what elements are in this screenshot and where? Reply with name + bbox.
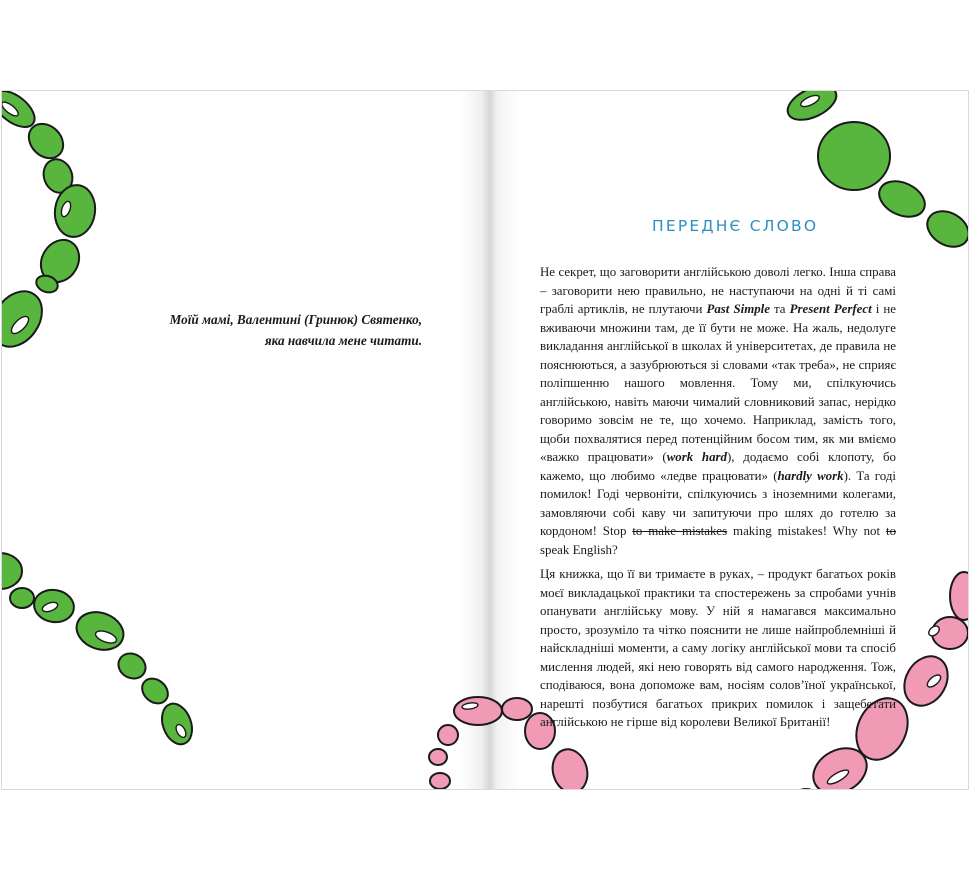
paragraph-text: speak English? xyxy=(540,542,618,557)
paragraph-text: і не вживаючи множини там, де її бути не може. На жаль, недолуге викладання англійської в школах й університетах, де правила не пояснюються, а зазубрюються зі словами «так треба», не сприяє поліпшенню нашого мовлення. Тому ми, спілкуючись англійською, навіть маючи чималий словниковий запас, нерідко говоримо зовсім не те, що хочемо. Наприклад, замість того, щоби похвалятися перед потенційним босом тим, як ми вміємо «важко працювати» ( xyxy=(540,302,896,464)
strikethrough-text: to make mistakes xyxy=(632,524,728,538)
foreword-paragraph-2: Ця книжка, що її ви тримаєте в руках, – продукт багатьох років моєї викладацької практики та спостережень за спробами учнів опанувати англійську мову. У ній я намагався максимально просто, зрозуміло та чітко пояснити не лише найпроблемніші й найскладніші моменти, а саму логіку англійської мови та спосіб мислення людей, які нею говорять від самого народження. Тож, сподіваюся, вона допоможе вам, носіям солов’їної української, нарешті позбутися багатьох прикрих помилок і защебетати англійською не гірше від королеви Великої Британії! xyxy=(540,567,896,729)
paragraph-text: ), додаємо собі клопоту, бо кажемо, що любимо «ледве працювати» ( xyxy=(540,450,896,483)
paragraph-text: та xyxy=(769,302,790,316)
green-necklace-top-left xyxy=(2,91,98,356)
paragraph-text: ). Та годі помилок! Годі червоніти, спілкуючись з іноземними колегами, замовляючи собі каву чи запитуючи про шлях до готелю за кордоном! Stop xyxy=(540,468,896,538)
term-present-perfect: Present Perfect xyxy=(789,302,872,316)
term-work-hard: work hard xyxy=(666,450,728,464)
term-hardly-work: hardly work xyxy=(777,468,844,483)
foreword-body xyxy=(540,263,896,738)
dedication-line-2: яка навчила мене читати. xyxy=(264,333,422,348)
green-necklace-bottom-left xyxy=(2,553,197,749)
strikethrough-text: to xyxy=(885,524,897,538)
foreword-paragraph-1 xyxy=(540,263,896,559)
paragraph-text: making mistakes! Why not xyxy=(727,524,886,538)
paragraph-text: Не секрет, що заговорити англійською доволі легко. Інша справа – заговорити нею правильно, не наступаючи на одні й ті самі граблі артиклів, не плутаючи xyxy=(540,265,896,316)
dedication-line-1: Моїй мамі, Валентині (Гринюк) Святенко, xyxy=(169,312,422,327)
foreword-title: ПЕРЕДНЄ СЛОВО xyxy=(652,217,819,235)
term-past-simple: Past Simple xyxy=(706,302,770,316)
book-spread xyxy=(1,90,969,790)
dedication xyxy=(122,309,422,351)
